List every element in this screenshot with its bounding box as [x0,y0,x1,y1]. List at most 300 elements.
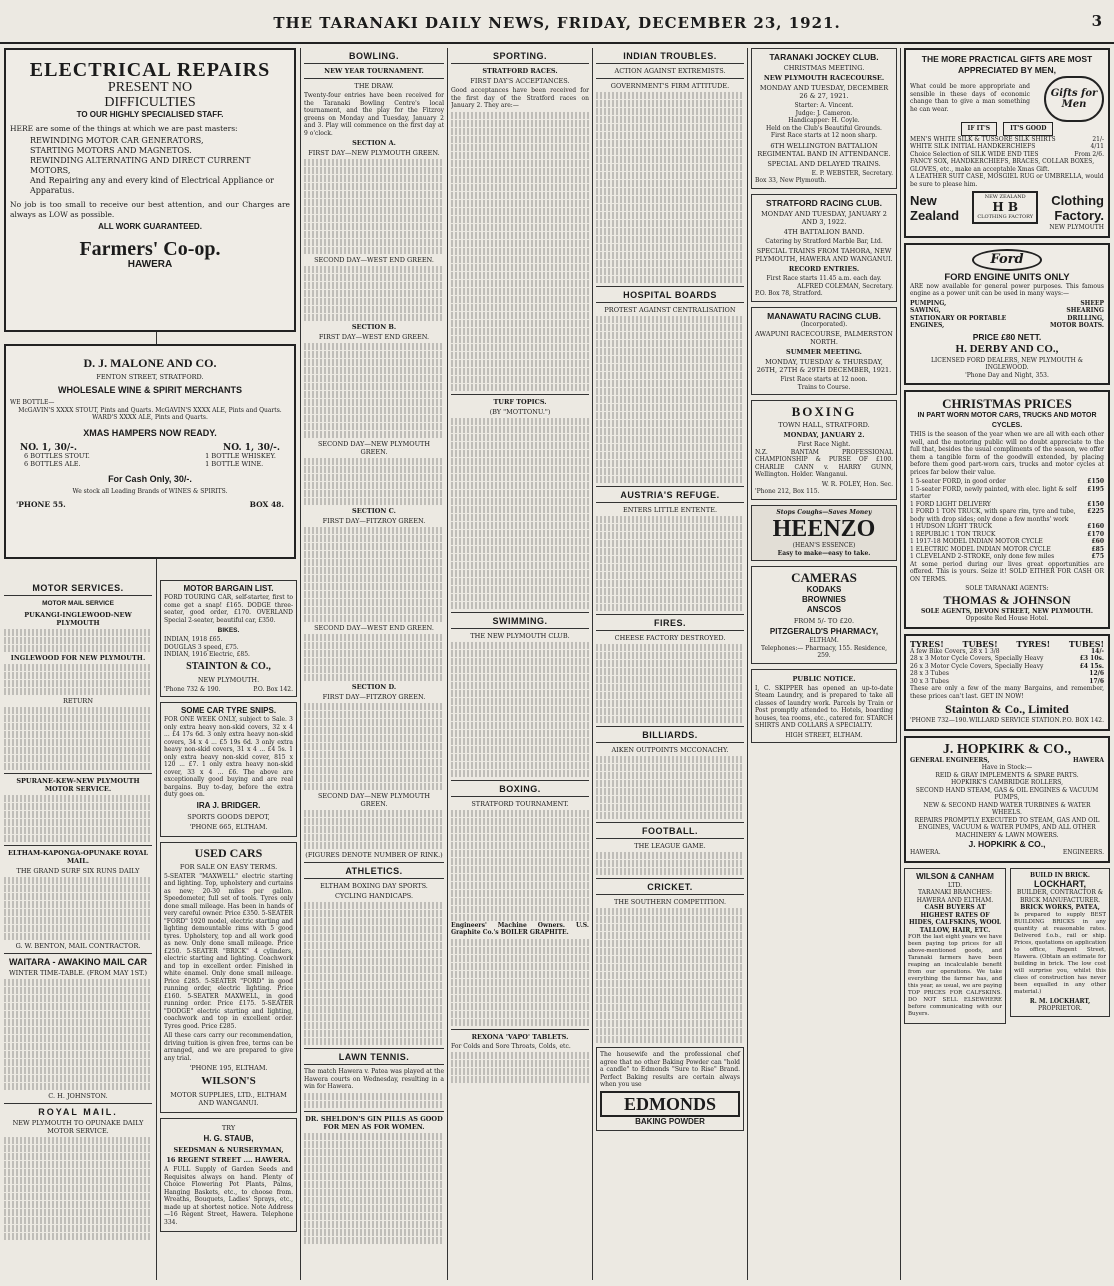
lockhart-works: BRICK WORKS, PATEA, [1020,904,1100,911]
xmas-item-label: 1 REPUBLIC 1 TON TRUCK [910,530,996,538]
malone-h2b: 1 BOTTLE WINE. [205,459,264,468]
motor-services-column [4,580,152,1280]
hopkirk-sig-town: HAWERA. [910,849,941,856]
xmas-text: THIS is the season of the year when we are all with each other well, and the motoring public will no doubt appreciate to the full that, besides the usual compliments of the season, we offer them a tangible form of the goodwill extended, by placing before them good part-worn cars, trucks and motor cycles at prices far below their value. [910,431,1104,476]
johnston: C. H. JOHNSTON. [48,1092,108,1100]
src-catering: Catering by Stratford Marble Bar, Ltd. [765,237,883,245]
xmas-price-list [910,478,1104,561]
hopkirk-town: HAWERA [1073,756,1104,764]
tyre-item-label: A few Bike Covers, 28 x 1 3/8 [910,647,1000,655]
electrical-line1: PRESENT NO [107,80,193,95]
column-rule [447,48,448,1280]
man-first: First Race starts at 12 noon. [780,376,868,383]
edmonds-product: BAKING POWDER [635,1116,705,1126]
tyre-item-price: 17/6 [1089,677,1104,685]
electrical-list [10,136,290,196]
column-rule [300,48,301,1280]
tyre-item [910,655,1104,663]
austria-head: AUSTRIA'S REFUGE. [620,490,720,500]
gifts-footer [910,191,1104,224]
heenzo-sub: (HEAN'S ESSENCE) [792,542,856,549]
section-c: SECTION C. [352,507,396,515]
hb-logo-mid: H B [992,200,1019,214]
gin-pills: DR. SHELDON'S GIN PILLS AS GOOD FOR MEN AS FOR WOMEN. [305,1114,443,1131]
xmas-item-label: 1 CLEVELAND 2-STROKE, only done few miles [910,553,1055,560]
hb-logo-bot: CLOTHING FACTORY [977,214,1034,220]
indian-sub1: ACTION AGAINST EXTREMISTS. [614,67,726,75]
jockey-starter: Starter: A. Vincent. [794,102,854,109]
masthead [0,0,1114,44]
tyres-header [910,640,1104,648]
xmas-item-price: £195 [1087,485,1104,493]
tyre-item-label: 26 x 3 Motor Cycle Covers, Specially Heavy [910,662,1044,670]
lockhart-sig: R. M. LOCKHART, [1029,997,1091,1005]
malone-no1b: NO. 1, 30/-. [222,442,280,453]
xmas-item [910,486,1104,501]
column-3 [304,48,444,1280]
bargain-text: FORD TOURING CAR, self-starter, first to come get a snap! £165. DODGE three-seater, good order, £170. OVERLAND Special 2-seater, beautiful car, £350. [164,594,293,624]
man-course: AWAPUNI RACECOURSE, PALMERSTON NORTH. [755,330,893,346]
boxing-hall: TOWN HALL, STRATFORD. [778,421,870,429]
wilson-buyers: CASH BUYERS AT HIGHEST RATES OF HIDES, CALFSKINS, WOOL TALLOW, HAIR, ETC. [908,904,1001,934]
ford-use-5: DRILLING, [1067,314,1104,322]
electrical-note: No job is too small to receive our best attention, and our Charges are always as LOW as possible. [10,200,290,219]
xmas-item [910,501,1104,509]
races-intro: Good acceptances have been received for the first day of the Stratford races on January 2. They are:— [451,87,589,109]
tyres-box: P.O. BOX 142. [1062,717,1104,724]
tyre-phone: 'PHONE 665, ELTHAM. [189,822,268,831]
ford-logo: Ford [972,249,1042,271]
gifts-nz2: Zealand [910,207,960,223]
cycling: CYCLING HANDICAPS. [334,892,414,900]
bargain-phone: 'Phone 732 & 190. [164,685,221,693]
xmas-sub: IN PART WORN MOTOR CARS, TRUCKS AND MOTOR CYCLES. [917,412,1097,429]
hopkirk-i3: SECOND HAND STEAM, GAS & OIL ENGINES & VACUUM PUMPS, [915,786,1099,801]
column-rule [592,48,593,1280]
xmas-item [910,546,1104,554]
xmas-item-price: £170 [1087,530,1104,538]
column-6 [751,48,897,1280]
gift-item-2 [910,143,1104,151]
ford-firm: H. DERBY AND CO., [955,342,1059,355]
cameras-i2: BROWNIES [802,595,846,604]
boxing-sub: STRATFORD TOURNAMENT. [471,799,569,808]
notice-text: I, C. SKIPPER has opened an up-to-date Steam Laundry, and is prepared to take all classes of laundry work. Parcels by Train or Post promptly attended to. Hotels, boarding houses, tea rooms, etc., catered for. STARCH SHIRTS AND COLLARS A SPECIALTY. [755,684,893,729]
src-box: P.O. Box 78, Stratford. [755,290,823,297]
lockhart-text: Is prepared to supply BEST BUILDING BRICKS in any quantity at reasonable rates. Delivered f.o.b., rail or ship. Prices, quotations on application to office, Regent Street, Hawera. (Obtain an estimate for building in brick. The low cost will surprise you, whilst this class of construction has never been equalled in any other material.) [1014,911,1106,995]
winter-title: WINTER TIME-TABLE. (FROM MAY 1ST.) [8,969,147,977]
motor-bargain-ad [160,580,297,697]
tyres-h3: TYRES! [1016,638,1051,649]
jockey-course: NEW PLYMOUTH RACECOURSE. [763,74,885,82]
hopkirk-sig: J. HOPKIRK & CO., [968,839,1046,849]
man-inc: (Incorporated). [800,320,848,328]
used-text: 5-SEATER "MAXWELL" electric starting and lighting. Top, upholstery and curtains as new; 20-30 miles per gallon. Speedometer, full set of tools. Tyres only done small mileage. Has been in hands of very careful owner. Price £350. 5-SEATER "FORD" 1920 model, electric starting and lighting demountable rims with 5 good tyres. Upholstery, top and all work good as new. Only done small mileage. Price £250. 5-SEATER "BRICK" 4 cylinders, electric starting and lighting. Coachwork and top in excellent order. Finished in white enamel. Only done small mileage. Price £285. 5-SEATER "FORD" in good running order, electric lighting. Price £160. 5-SEATER MAXWELL, in good running order. Price £175. 5-SEATER "DODGE" electric starting and lighting, coachwork and top in excellent order. Tyres good. Price £285. [164,872,293,1030]
jockey-box: Box 33, New Plymouth. [755,177,827,184]
xmas-item-label: 1 1917-18 MODEL INDIAN MOTOR CYCLE [910,538,1043,545]
malone-xmas: XMAS HAMPERS NOW READY. [83,427,217,438]
malone-stock: We stock all Leading Brands of WINES & SPIRITS. [72,487,228,495]
staub-text: A FULL Supply of Garden Seeds and Requisites always on hand. Plenty of Choice Flowering Pot Plants, Palms, Hanging Baskets, etc., to choose from. Wreaths, Bouquets, Ladies' Sprays, etc., made up at shortest notice. Note Address—16 Regent Street, Hawera. Telephone 334. [164,1166,293,1226]
section-a: SECTION A. [352,139,396,147]
manawatu-ad [751,307,897,396]
cameras-i1: KODAKS [806,585,842,594]
return-label: RETURN [62,697,94,705]
xmas-agents: SOLE TARANAKI AGENTS: [965,585,1049,592]
hopkirk-trade-row [910,757,1104,765]
staub-addr: 16 REGENT STREET .... HAWERA. [166,1156,291,1164]
ford-phone: 'Phone Day and Night, 353. [965,371,1049,379]
gift-item-label: MEN'S WHITE SILK & TUSSORE SILK SHIRTS [910,135,1056,143]
jockey-trains: SPECIAL AND DELAYED TRAINS. [767,159,881,168]
stratford-racing-ad [751,194,897,302]
cameras-town: ELTHAM. [809,637,839,644]
football-head: FOOTBALL. [642,826,698,836]
graphite-ad: Engineers' Machine Owners. U.S. Graphite Co.'s BOILER GRAPHITE. [451,921,589,936]
tyres-h1: TYRES! [910,638,944,649]
electrical-guarantee: ALL WORK GUARANTEED. [98,222,202,231]
tyres-h2: TUBES! [962,638,998,649]
football-sub: THE LEAGUE GAME. [634,842,706,850]
notice-title: PUBLIC NOTICE. [792,674,856,683]
staub-trade: SEEDSMAN & NURSERYMAN, [173,1146,284,1154]
cameras-i3: ANSCOS [806,605,842,614]
malone-box: BOX 48. [249,500,284,509]
xmas-item-label: 1 ELECTRIC MODEL INDIAN MOTOR CYCLE [910,545,1051,553]
bowling-head: BOWLING. [349,51,399,61]
jockey-title: TARANAKI JOCKEY CLUB. [769,52,879,62]
bargain-contact [164,686,293,694]
section-d: SECTION D. [351,683,397,691]
used-firm: WILSON'S [201,1075,256,1087]
jockey-first: First Race starts at 12 noon sharp. [770,132,878,139]
bike-2: DOUGLAS 3 speed, £75. [164,643,239,651]
second-day-d: SECOND DAY—NEW PLYMOUTH GREEN. [317,792,431,808]
cameras-ad [751,566,897,664]
column-2 [160,580,297,1280]
hopkirk-ad [904,736,1110,863]
hopkirk-sig-row [910,849,1104,857]
malone-h2a: 1 BOTTLE WHISKEY. [205,451,276,460]
xmas-note: At some period during our lives great opportunities are offered. This is yours. Seize it! SOLD EITHER FOR CASH OR ON TERMS. [910,560,1104,583]
ford-use-4: SHEEP SHEARING [1066,299,1104,314]
xmas-item-price: £75 [1091,553,1104,560]
wilson-ltd: LTD. [947,881,962,889]
rexona-text: For Colds and Sore Throats, Colds, etc. [451,1042,571,1050]
gift-item-price: From 2/6. [1074,150,1104,158]
hb-logo-top: NEW ZEALAND [984,194,1026,200]
jockey-judge: Judge: J. Cameron. [795,109,853,117]
malone-contact [10,501,290,509]
jockey-held: Held on the Club's Beautiful Grounds. [766,124,882,132]
column-rule [900,48,901,1280]
masthead-title: THE TARANAKI DAILY NEWS, FRIDAY, DECEMBER 23, 1921. [273,14,841,32]
gift-item-3 [910,151,1104,159]
xmas-item-price: £150 [1087,478,1104,485]
boxing-text: N.Z. BANTAM PROFESSIONAL CHAMPIONSHIP & PURSE OF £100. CHARLIE CANN v. HARRY GUNN, Wellington. Holder. Wanganui. [755,448,893,478]
xmas-opp: Opposite Red House Hotel. [965,615,1049,622]
malone-trade: WHOLESALE WINE & SPIRIT MERCHANTS [58,385,242,395]
motor-mail-title: MOTOR MAIL SERVICE [42,600,114,607]
first-day-b: FIRST DAY—WEST END GREEN. [318,333,430,341]
xmas-item-price: £60 [1091,538,1104,545]
billiards-sub: AIKEN OUTPOINTS MCCONACHY. [611,746,729,754]
gift-item-price: 4/11 [1090,143,1104,150]
malone-bottle: WE BOTTLE— [10,399,55,406]
gift-item-5: A LEATHER SUIT CASE, MOSGIEL RUG or UMBRELLA, would be sure to please him. [910,173,1104,188]
public-notice-ad [751,669,897,744]
hopkirk-sig-trade: ENGINEERS. [1062,849,1104,856]
cameras-price: FROM 5/- TO £20. [793,617,855,625]
electrical-item: REWINDING ALTERNATING AND DIRECT CURRENT MOTORS, [30,156,251,175]
gifts-tag2: IT'S GOOD [1003,122,1053,136]
tyres-station: WILLARD SERVICE STATION. [968,717,1062,724]
man-meet: SUMMER MEETING. [786,348,862,356]
malone-h1b: 6 BOTTLES ALE. [24,459,81,468]
bowling-intro: Twenty-four entries have been received for the Taranaki Bowling Centre's local tournament, and the play for the Fitzroy greens on Monday and Tuesday, January 2 and 3. Play will commence on the first day at 9 o'clock. [304,92,444,137]
motor-services-title: MOTOR SERVICES. [32,583,124,593]
turf-by: (BY "MOTTONU.") [489,407,551,416]
route-3: SPURANE-KEW-NEW PLYMOUTH MOTOR SERVICE. [16,777,140,793]
ford-use-2: SAWING, [910,307,941,314]
gifts-tag-row [910,122,1104,136]
eltham-sports: ELTHAM BOXING DAY SPORTS. [320,882,428,890]
boxing-date: MONDAY, JANUARY 2. [783,431,865,439]
gifts-cf2: Factory. [1054,207,1104,223]
used-phone: 'PHONE 195, ELTHAM. [189,1064,268,1072]
src-first: First Race starts 11.45 a.m. each day. [766,275,882,282]
electrical-intro: HERE are some of the things at which we are past masters: [10,124,238,133]
malone-brands: McGAVIN'S XXXX STOUT, Pints and Quarts. McGAVIN'S XXXX ALE, Pints and Quarts. WARD'S XXXX ALE, Pints and Quarts. [18,406,282,421]
xmas-item [910,523,1104,531]
gift-item-price: 21/- [1092,135,1104,143]
sporting-head: SPORTING. [492,51,547,61]
used-addr: MOTOR SUPPLIES, LTD., ELTHAM AND WANGANUI. [170,1091,287,1107]
tennis-text: The match Hawera v. Patea was played at the Hawera courts on Wednesday, resulting in a win for Hawera. [304,1068,444,1090]
xmas-item-price: £225 [1087,508,1104,515]
staub-name: H. G. STAUB, [203,1134,254,1143]
tyre-item-label: 28 x 3 Tubes [910,670,949,677]
bikes-title: BIKES. [217,627,240,634]
xmas-item-price: £85 [1091,545,1104,553]
electrical-item: And Repairing any and every kind of Electrical Appliance or Apparatus. [30,176,275,195]
tyres-price-list [910,648,1104,686]
tyre-title: SOME CAR TYRE SNIPS. [180,706,277,715]
src-trains: SPECIAL TRAINS FROM TAHORA, NEW PLYMOUTH, HAWERA AND WANGANUI. [755,247,893,263]
boxing-ad [751,400,897,500]
indian-head: INDIAN TROUBLES. [623,51,717,61]
tyre-item [910,670,1104,678]
ford-use-1: PUMPING, [910,299,947,307]
gift-item-label: Choice Selection of SILK WIDE END TIES [910,150,1039,158]
page-number: 3 [1091,12,1102,30]
royal-mail-title: ROYAL MAIL. [38,1107,118,1117]
lockhart-ad [1010,868,1110,1017]
tyre-item-label: 30 x 3 Tubes [910,677,949,685]
ford-price: PRICE £80 NETT. [972,331,1042,342]
bottom-ads-row [904,868,1110,1030]
malone-cash: For Cash Only, 30/-. [108,473,192,484]
xmas-item-label: 1 FORD LIGHT DELIVERY [910,500,991,508]
bargain-town: NEW PLYMOUTH. [197,675,260,684]
heenzo-top: Stops Coughs—Saves Money [776,508,872,516]
edmonds-ad [596,1047,744,1131]
man-dates: MONDAY, TUESDAY & THURSDAY, 26TH, 27TH & 29TH DECEMBER, 1921. [756,358,892,374]
first-day-c: FIRST DAY—FITZROY GREEN. [322,517,426,525]
section-b: SECTION B. [351,323,397,331]
cameras-firm: PITZGERALD'S PHARMACY, [769,627,879,636]
xmas-item-label: 1 FORD 1 TON TRUCK, with spare rim, tyre and tube, body with drop sides; only done a few months' work [910,508,1076,523]
cameras-title: CAMERAS [791,570,857,585]
electrical-item: REWINDING MOTOR CAR GENERATORS, [30,136,204,145]
hopkirk-i5: REPAIRS PROMPTLY EXECUTED TO STEAM, GAS AND OIL ENGINES, VACUUM & WATER PUMPS, AND ALL OTHER MACHINERY & LAWN MOWERS. [914,816,1100,839]
column-5 [596,48,744,1280]
tyres-ad [904,634,1110,731]
electrical-town: HAWERA [127,259,173,270]
wilson-name: WILSON & CANHAM [916,871,994,881]
src-dates: MONDAY AND TUESDAY, JANUARY 2 AND 3, 1922. [761,209,887,226]
hospital-sub: PROTEST AGAINST CENTRALISATION [604,306,736,314]
boxing-ad-title: BOXING [791,404,857,419]
hopkirk-i4: NEW & SECOND HAND WATER TURBINES & WATER WHEELS. [923,801,1091,816]
tyre-addr: SPORTS GOODS DEPOT, [187,812,270,821]
bargain-title: MOTOR BARGAIN LIST. [183,584,274,593]
hopkirk-name: J. HOPKIRK & CO., [942,741,1072,757]
gift-item-label: WHITE SILK INITIAL HANDKERCHIEFS [910,143,1036,150]
lockhart-prop: PROPRIETOR. [1037,1005,1083,1012]
route-2: INGLEWOOD FOR NEW PLYMOUTH. [10,654,146,662]
gifts-cf1: Clothing [1051,192,1104,208]
column-4 [451,48,589,1280]
stratford-races: STRATFORD RACES. [482,67,558,75]
used-sub: FOR SALE ON EASY TERMS. [179,862,278,871]
tyre-item-price: 14/- [1090,647,1104,655]
hopkirk-i2: HOPKIRK'S CAMBRIDGE ROLLERS, [950,779,1064,786]
malone-ad [4,344,296,559]
xmas-item [910,531,1104,539]
figures-note: (FIGURES DENOTE NUMBER OF RINK.) [305,851,443,859]
malone-name: D. J. MALONE AND CO. [83,356,217,370]
xmas-item [910,508,1104,523]
tyre-item-price: £3 10s. [1079,655,1104,662]
electrical-line2: DIFFICULTIES [104,95,196,110]
malone-phone: 'PHONE 55. [16,500,66,509]
route-1: PUKANGI-INGLEWOOD-NEW PLYMOUTH [24,611,132,627]
cricket-sub: THE SOUTHERN COMPETITION. [613,898,727,906]
tyres-firm: Stainton & Co., Limited [945,702,1069,716]
ford-use-3: STATIONARY OR PORTABLE ENGINES, [910,314,1007,329]
tyres-phone: 'PHONE 732—190. [910,717,969,724]
ford-text: ARE now available for general power purposes. This famous engine as a power unit can be used in many ways:— [910,282,1104,297]
boxing-head: BOXING. [499,783,541,794]
bike-3: INDIAN, 1916 Electric, £85. [164,651,250,658]
gifts-nz1: New [910,192,937,208]
cameras-tel: Telephones:— Pharmacy, 155. Residence, 259. [760,644,888,659]
swimming-head: SWIMMING. [492,615,548,626]
column-7 [904,48,1110,1280]
boxing-night: First Race Night. [797,441,851,448]
billiards-head: BILLIARDS. [642,730,698,740]
src-title: STRATFORD RACING CLUB. [766,197,882,208]
jockey-hcp: Handicapper: H. Coyle. [788,117,860,124]
hopkirk-i1: REID & GRAY IMPLEMENTS & SPARE PARTS. [935,771,1079,779]
hb-logo [972,191,1038,224]
indian-sub2: GOVERNMENT'S FIRM ATTITUDE. [610,82,730,90]
first-day-a: FIRST DAY—NEW PLYMOUTH GREEN. [308,149,440,157]
rexona-title: REXONA 'VAPO' TABLETS. [471,1032,569,1041]
xmas-item [910,553,1104,561]
column-rule [747,48,748,1280]
malone-hamper-row [10,444,290,452]
used-note: All these cars carry our recommendation, driving tuition is given free, terms can be arranged, and we are prepared to give any trial. [164,1032,293,1062]
xmas-addr: SOLE AGENTS, DEVON STREET, NEW PLYMOUTH. [921,607,1093,615]
edmonds-logo: EDMONDS [600,1091,740,1117]
gifts-tag1: IF IT'S [961,122,998,136]
src-sec: ALFRED COLEMAN, Secretary. [797,282,893,290]
second-day-a: SECOND DAY—WEST END GREEN. [314,256,434,264]
malone-contents-row [10,452,290,468]
gifts-intro: What could be more appropriate and sensible in these days of economic change than to give a man something he can wear. [910,83,1030,113]
tyre-snips-ad [160,702,297,837]
xmas-item [910,538,1104,546]
royal-mail-sub: NEW PLYMOUTH TO OPUNAKE DAILY MOTOR SERVICE. [12,1119,144,1135]
man-title: MANAWATU RACING CLUB. [767,310,881,321]
jockey-band: 6TH WELLINGTON BATTALION REGIMENTAL BAND IN ATTENDANCE. [757,141,891,158]
tyres-note: These are only a few of the many Bargains, and remember, these prices can't last. GET IN NOW! [910,685,1104,700]
bowling-draw: THE DRAW. [354,82,394,90]
first-day-d: FIRST DAY—FITZROY GREEN. [322,693,426,701]
used-title: USED CARS [194,845,263,860]
wilson-canham-ad [904,868,1006,1025]
tennis-head: LAWN TENNIS. [338,1052,410,1062]
jockey-meet: CHRISTMAS MEETING. [783,64,865,72]
route-5: THE GRAND SURF SIX RUNS DAILY [16,867,140,875]
jockey-dates: MONDAY AND TUESDAY, DECEMBER 26 & 27, 1921. [759,84,889,100]
tyres-contact [910,717,1104,725]
notice-addr: HIGH STREET, ELTHAM. [785,731,863,739]
electrical-item: STARTING MOTORS AND MAGNETOS. [30,146,192,155]
hopkirk-stock: Have in Stock:— [981,764,1033,771]
jockey-club-ad [751,48,897,189]
tyre-item-label: 28 x 3 Motor Cycle Covers, Specially Heavy [910,655,1044,662]
xmas-title: CHRISTMAS PRICES [942,396,1072,411]
gifts-intro-row [910,76,1104,122]
boxing-phone: 'Phone 212, Box 115. [755,488,820,495]
ford-ad [904,243,1110,386]
staub-ad [160,1118,297,1232]
ford-uses [910,300,1104,330]
gifts-town: NEW PLYMOUTH [1049,224,1104,231]
gift-item-4: FANCY SOX, HANDKERCHIEFS, BRACES, COLLAR BOXES, GLOVES, etc., make an acceptable Xmas Gift. [910,158,1095,173]
src-record: RECORD ENTRIES. [788,265,860,273]
tyre-text: FOR ONE WEEK ONLY, subject to Sale. 3 only extra heavy non-skid covers, 32 x 4 ... £4 17s 6d. 3 only extra heavy non-skid covers, 34 x 4 ... £5 19s 6d. 3 only extra heavy non-skid covers, 31 x 4 ... £4 5s. 1 only extra heavy non-skid cover, 815 x 120 ... £7. 1 only extra heavy non-skid cover, 33 x 4 ... £6. The above are exceptionally good buying and are real bargains. Buy to-day, before the extra duty goes on. [164,716,293,798]
gifts-title: THE MORE PRACTICAL GIFTS ARE MOST APPRECIATED BY MEN, [921,54,1093,75]
athletics-head: ATHLETICS. [345,866,403,876]
edmonds-text: The housewife and the professional chef agree that no other Baking Powder can "hold a candle" to Edmonds "Sure to Rise" Brand. Perfect Baking results are certain always when you use [600,1051,740,1088]
electrical-firm: Farmers' Co-op. [79,238,221,260]
bowling-t1: NEW YEAR TOURNAMENT. [324,67,424,75]
second-day-b: SECOND DAY—NEW PLYMOUTH GREEN. [317,440,431,456]
christmas-prices-ad [904,390,1110,629]
electrical-title: ELECTRICAL REPAIRS [29,59,271,81]
heenzo-tag: Easy to make—easy to take. [777,549,871,557]
malone-h1a: 6 BOTTLES STOUT. [24,451,90,460]
acceptances: FIRST DAY'S ACCEPTANCES. [470,77,570,85]
man-trains: Trains to Course. [797,383,851,391]
np-club: THE NEW PLYMOUTH CLUB. [470,631,570,640]
xmas-item-label: 1 HUDSON LIGHT TRUCK [910,523,992,530]
xmas-item-price: £150 [1087,500,1104,508]
